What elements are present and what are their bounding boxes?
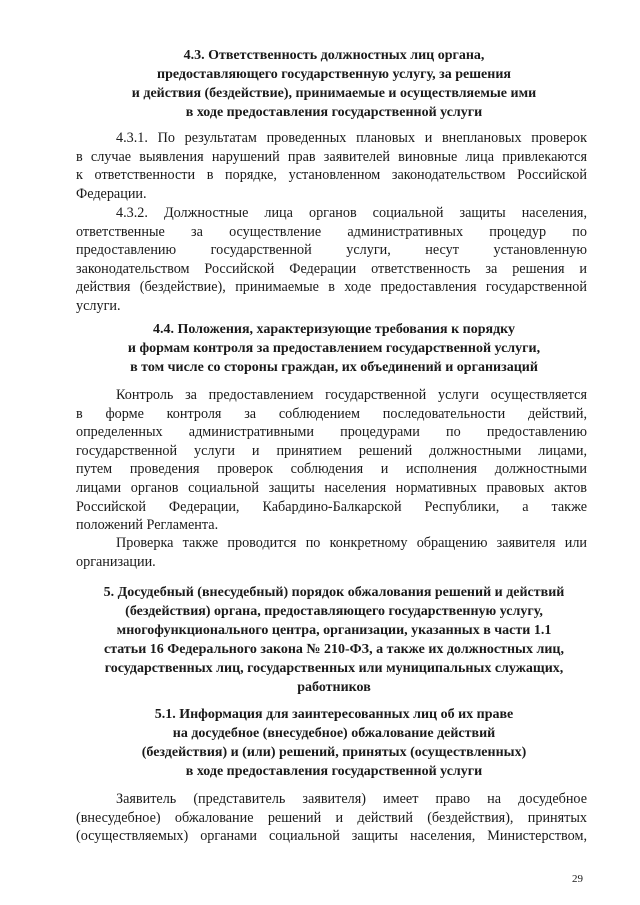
heading-line: на досудебное (внесудебное) обжалование действий [172,726,496,741]
text-line: к ответственности в порядке, установленном законодательством Российской [76,167,587,184]
text-line: организации. [76,553,156,570]
text-line: положений Регламента. [76,517,219,534]
heading-line: и действия (бездействие), принимаемые и осуществляемые ими [131,86,537,101]
heading-line: многофункционального центра, организации, указанных в части 1.1 [116,623,552,638]
heading-line: статьи 16 Федерального закона № 210-ФЗ, а также их должностных лиц, [104,642,564,657]
page-number: 29 [572,873,583,885]
section-5-heading [70,583,598,697]
text-line: 4.3.1. По результатам проведенных плановых и внеплановых проверок [116,130,587,146]
heading-line: (бездействия) и (или) решений, принятых (осуществленных) [141,745,527,760]
text-line: в форме контроля за соблюдением последовательности действий, [76,405,587,422]
text-line: Проверка также проводится по конкретному обращению заявителя или [116,535,587,551]
paragraph-5-1-right [76,790,587,846]
text-line: лицами органов социальной защиты населения нормативных правовых актов [76,479,587,496]
text-line: действия (бездействие), принимаемые в ходе предоставления государственной [76,279,587,296]
section-5-1-heading [70,705,598,781]
heading-line: и формам контроля за предоставлением государственной услуги, [127,341,541,356]
text-line: ответственные за осуществление административных процедур по [76,223,587,240]
text-line: Заявитель (представитель заявителя) имеет право на досудебное [116,791,587,807]
text-line: Федерации. [76,185,147,202]
section-4-4-heading [70,320,598,377]
text-line: предоставлению государственной услуги, несут установленную [76,242,587,259]
paragraph-4-4-inspection [76,534,587,571]
text-line: определенных административными процедурами по предоставлению [76,424,587,441]
heading-line: 4.4. Положения, характеризующие требования к порядку [152,322,516,337]
text-line: Контроль за предоставлением государственной услуги осуществляется [116,387,587,403]
heading-line: работников [297,680,371,695]
heading-line: предоставляющего государственную услугу, за решения [157,67,511,82]
section-4-3-heading [70,46,598,122]
text-line: (внесудебное) обжалование решений и действий (бездействия), принятых [76,809,587,826]
heading-line: 5.1. Информация для заинтересованных лиц об их праве [154,707,514,722]
text-line: услуги. [76,297,121,314]
heading-line: в том числе со стороны граждан, их объединений и организаций [130,360,538,375]
heading-line: (бездействия) органа, предоставляющего государственную услугу, [125,604,543,619]
text-line: 4.3.2. Должностные лица органов социальной защиты населения, [116,205,587,221]
text-line: законодательством Российской Федерации ответственность за решения и [76,260,587,277]
paragraph-4-3-2 [76,204,587,316]
heading-line: в ходе предоставления государственной услуги [185,764,483,779]
heading-line: 5. Досудебный (внесудебный) порядок обжалования решений и действий [103,585,565,600]
heading-line: государственных лиц, государственных или муниципальных служащих, [104,661,564,676]
heading-line: в ходе предоставления государственной услуги [185,105,483,120]
heading-line: 4.3. Ответственность должностных лиц органа, [183,48,485,63]
text-line: путем проведения проверок соблюдения и исполнения должностными [76,461,587,478]
text-line: государственной услуги и принятием решений должностными лицами, [76,442,587,459]
text-line: в случае выявления нарушений прав заявителей виновные лица привлекаются [76,148,587,165]
text-line: Российской Федерации, Кабардино-Балкарской Республики, а также [76,498,587,515]
paragraph-4-3-1 [76,129,587,203]
text-line: (осуществляемых) органами социальной защиты населения, Министерством, [76,828,587,845]
paragraph-4-4-control [76,386,587,535]
